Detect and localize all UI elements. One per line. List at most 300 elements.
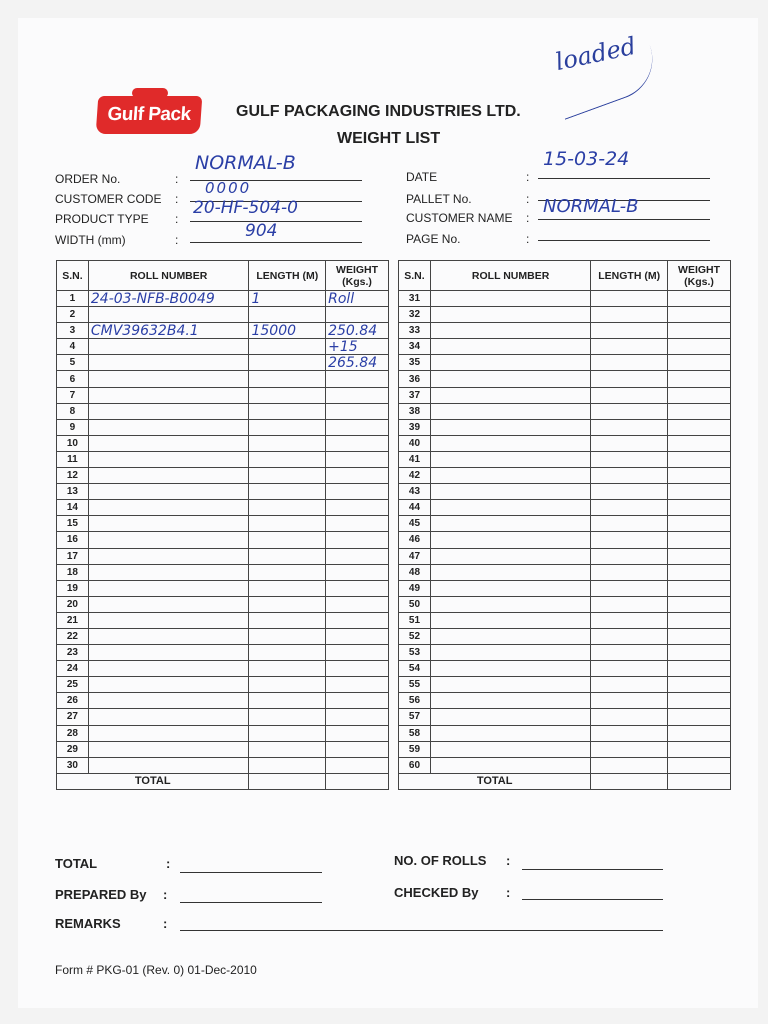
roll-number-cell[interactable] (88, 484, 249, 500)
weight-cell[interactable] (326, 435, 389, 451)
sn-cell: 22 (57, 628, 89, 644)
weight-cell[interactable] (668, 757, 731, 773)
roll-number-cell[interactable] (430, 500, 590, 516)
roll-number-cell[interactable] (430, 757, 590, 773)
table-row (57, 291, 389, 307)
length-cell[interactable] (591, 661, 668, 677)
roll-number-cell[interactable] (88, 516, 249, 532)
customer-name-label: CUSTOMER NAME (406, 211, 513, 225)
length-cell[interactable]: 15000 (249, 323, 326, 339)
sn-cell: 5 (57, 355, 89, 371)
roll-number-cell[interactable] (430, 371, 590, 387)
length-cell[interactable] (249, 628, 326, 644)
table-row (399, 757, 731, 773)
weight-cell[interactable] (668, 645, 731, 661)
roll-number-cell[interactable] (88, 307, 249, 323)
roll-number-cell[interactable] (88, 532, 249, 548)
customer-code-value[interactable]: 0000 (205, 179, 252, 197)
weight-cell[interactable]: 265.84 (326, 355, 389, 371)
roll-number-cell[interactable] (88, 693, 249, 709)
length-cell[interactable] (591, 612, 668, 628)
length-cell[interactable] (591, 725, 668, 741)
weight-cell[interactable] (668, 725, 731, 741)
sn-cell: 46 (399, 532, 431, 548)
length-cell[interactable] (249, 661, 326, 677)
sn-cell: 9 (57, 419, 89, 435)
weight-cell[interactable] (326, 419, 389, 435)
weight-cell[interactable] (668, 709, 731, 725)
sn-cell: 13 (57, 484, 89, 500)
roll-number-cell[interactable] (430, 484, 590, 500)
roll-number-cell[interactable] (430, 677, 590, 693)
weight-cell[interactable] (668, 532, 731, 548)
length-cell[interactable] (249, 757, 326, 773)
weight-cell[interactable] (668, 580, 731, 596)
sn-cell: 40 (399, 435, 431, 451)
roll-number-cell[interactable] (430, 323, 590, 339)
table-row (57, 387, 389, 403)
weight-cell[interactable] (326, 709, 389, 725)
roll-number-cell[interactable] (430, 548, 590, 564)
weight-cell[interactable] (668, 291, 731, 307)
date-value[interactable]: 15-03-24 (543, 148, 630, 170)
sn-cell: 51 (399, 612, 431, 628)
weight-cell[interactable] (326, 580, 389, 596)
table-row (57, 564, 389, 580)
roll-number-cell[interactable] (430, 419, 590, 435)
table-row (57, 677, 389, 693)
sn-cell: 25 (57, 677, 89, 693)
roll-number-cell[interactable] (88, 612, 249, 628)
roll-number-cell[interactable] (88, 468, 249, 484)
roll-number-cell[interactable] (430, 387, 590, 403)
roll-number-cell[interactable] (88, 500, 249, 516)
length-cell[interactable] (249, 532, 326, 548)
length-cell[interactable] (591, 451, 668, 467)
length-cell[interactable] (591, 291, 668, 307)
weight-cell[interactable] (668, 387, 731, 403)
roll-number-cell[interactable] (430, 451, 590, 467)
length-cell[interactable] (591, 500, 668, 516)
length-cell[interactable] (591, 468, 668, 484)
table-row (57, 757, 389, 773)
weight-table-right (398, 260, 731, 790)
weight-cell[interactable] (668, 323, 731, 339)
table-row (399, 468, 731, 484)
roll-number-cell[interactable] (88, 725, 249, 741)
roll-number-cell[interactable] (88, 371, 249, 387)
length-cell[interactable] (249, 612, 326, 628)
order-no-value[interactable]: NORMAL-B (195, 152, 296, 174)
width-label: WIDTH (mm) (55, 233, 126, 247)
weight-cell[interactable] (668, 500, 731, 516)
sn-cell: 58 (399, 725, 431, 741)
weight-cell[interactable]: 250.84 (326, 323, 389, 339)
sn-cell: 14 (57, 500, 89, 516)
length-cell[interactable] (591, 693, 668, 709)
sn-cell: 45 (399, 516, 431, 532)
length-cell[interactable] (249, 564, 326, 580)
weight-cell[interactable] (326, 451, 389, 467)
sn-cell: 1 (57, 291, 89, 307)
weight-cell[interactable]: Roll (326, 291, 389, 307)
table-row (57, 323, 389, 339)
length-cell[interactable] (591, 628, 668, 644)
sn-cell: 17 (57, 548, 89, 564)
table-row (399, 419, 731, 435)
roll-number-cell[interactable] (88, 645, 249, 661)
length-cell[interactable] (249, 580, 326, 596)
roll-number-cell[interactable] (88, 435, 249, 451)
sn-cell: 8 (57, 403, 89, 419)
length-cell[interactable] (249, 451, 326, 467)
length-cell[interactable] (249, 693, 326, 709)
width-value[interactable]: 904 (245, 221, 278, 241)
length-cell[interactable] (249, 548, 326, 564)
roll-number-header: ROLL NUMBER (88, 261, 249, 291)
roll-number-cell[interactable] (430, 468, 590, 484)
table-row (399, 484, 731, 500)
length-cell[interactable] (591, 387, 668, 403)
length-cell[interactable] (249, 709, 326, 725)
total-length-cell[interactable] (591, 773, 668, 789)
roll-number-cell[interactable] (88, 628, 249, 644)
weight-cell[interactable] (326, 612, 389, 628)
roll-number-cell[interactable] (88, 661, 249, 677)
length-cell[interactable] (249, 677, 326, 693)
roll-number-header: ROLL NUMBER (430, 261, 590, 291)
weight-cell[interactable] (668, 468, 731, 484)
table-row (57, 468, 389, 484)
loaded-annotation: loaded (552, 31, 639, 77)
roll-number-cell[interactable] (88, 741, 249, 757)
total-label: TOTAL (55, 856, 98, 871)
length-cell[interactable] (591, 709, 668, 725)
weight-cell[interactable] (668, 307, 731, 323)
weight-cell[interactable] (668, 419, 731, 435)
roll-number-cell[interactable] (430, 516, 590, 532)
sn-cell: 34 (399, 339, 431, 355)
roll-number-cell[interactable] (430, 403, 590, 419)
length-cell[interactable] (249, 371, 326, 387)
sn-cell: 43 (399, 484, 431, 500)
weight-cell[interactable] (668, 693, 731, 709)
sn-cell: 28 (57, 725, 89, 741)
roll-number-cell[interactable] (88, 403, 249, 419)
weight-cell[interactable] (326, 677, 389, 693)
length-cell[interactable] (591, 516, 668, 532)
weight-cell[interactable] (326, 387, 389, 403)
weight-cell[interactable] (326, 645, 389, 661)
checked-by-field[interactable] (522, 899, 663, 900)
sn-cell: 16 (57, 532, 89, 548)
roll-number-cell[interactable] (88, 451, 249, 467)
roll-number-cell[interactable] (430, 564, 590, 580)
sn-cell: 39 (399, 419, 431, 435)
length-cell[interactable] (591, 677, 668, 693)
table-row (57, 596, 389, 612)
length-cell[interactable] (249, 403, 326, 419)
weight-cell[interactable] (326, 371, 389, 387)
sn-cell: 44 (399, 500, 431, 516)
table-row (57, 548, 389, 564)
weight-cell[interactable] (668, 661, 731, 677)
table-row (399, 580, 731, 596)
weight-cell[interactable] (326, 564, 389, 580)
sn-cell: 31 (399, 291, 431, 307)
table-row (57, 419, 389, 435)
weight-cell[interactable] (326, 307, 389, 323)
length-cell[interactable] (249, 355, 326, 371)
length-cell[interactable] (249, 741, 326, 757)
weight-cell[interactable] (668, 403, 731, 419)
company-name: GULF PACKAGING INDUSTRIES LTD. (236, 103, 521, 120)
weight-cell[interactable] (668, 371, 731, 387)
remarks-field[interactable] (180, 930, 663, 931)
table-row (399, 339, 731, 355)
length-cell[interactable] (249, 339, 326, 355)
weight-cell[interactable] (668, 628, 731, 644)
roll-number-cell[interactable] (430, 693, 590, 709)
weight-cell[interactable] (326, 693, 389, 709)
roll-number-cell[interactable] (430, 435, 590, 451)
table-row (57, 741, 389, 757)
weight-cell[interactable] (326, 532, 389, 548)
table-row (399, 596, 731, 612)
roll-number-cell[interactable] (88, 757, 249, 773)
sn-cell: 26 (57, 693, 89, 709)
total-weight-cell[interactable] (668, 773, 731, 789)
roll-number-cell[interactable] (430, 532, 590, 548)
table-row (399, 564, 731, 580)
weight-cell[interactable] (668, 355, 731, 371)
length-cell[interactable] (591, 307, 668, 323)
weight-header: WEIGHT (Kgs.) (668, 261, 731, 291)
roll-number-cell[interactable] (88, 564, 249, 580)
weight-cell[interactable] (326, 500, 389, 516)
weight-cell[interactable] (326, 661, 389, 677)
length-cell[interactable] (591, 741, 668, 757)
table-row (57, 435, 389, 451)
weight-cell[interactable] (326, 725, 389, 741)
weight-cell[interactable] (668, 516, 731, 532)
roll-number-cell[interactable] (88, 677, 249, 693)
table-row (57, 516, 389, 532)
length-cell[interactable] (249, 596, 326, 612)
weight-cell[interactable] (326, 484, 389, 500)
length-cell[interactable] (591, 484, 668, 500)
weight-cell[interactable] (668, 435, 731, 451)
length-cell[interactable] (249, 419, 326, 435)
length-cell[interactable] (249, 387, 326, 403)
length-cell[interactable] (591, 403, 668, 419)
table-row (399, 371, 731, 387)
roll-number-cell[interactable] (88, 596, 249, 612)
roll-number-cell[interactable] (430, 355, 590, 371)
table-row (57, 693, 389, 709)
roll-number-cell[interactable] (430, 291, 590, 307)
table-row (399, 403, 731, 419)
length-cell[interactable] (249, 645, 326, 661)
weight-cell[interactable] (326, 757, 389, 773)
roll-number-cell[interactable] (88, 339, 249, 355)
sn-cell: 48 (399, 564, 431, 580)
roll-number-cell[interactable] (430, 339, 590, 355)
length-cell[interactable] (591, 548, 668, 564)
length-cell[interactable] (249, 468, 326, 484)
length-cell[interactable] (249, 725, 326, 741)
length-cell[interactable] (591, 435, 668, 451)
length-cell[interactable] (591, 532, 668, 548)
roll-number-cell[interactable] (430, 307, 590, 323)
roll-number-cell[interactable] (430, 645, 590, 661)
sn-cell: 10 (57, 435, 89, 451)
weight-cell[interactable] (668, 677, 731, 693)
weight-cell[interactable] (326, 628, 389, 644)
roll-number-cell[interactable] (430, 628, 590, 644)
order-no-label: ORDER No. (55, 172, 121, 186)
table-row (399, 451, 731, 467)
weight-cell[interactable] (326, 548, 389, 564)
weight-cell[interactable] (326, 468, 389, 484)
table-total-label: TOTAL (57, 773, 249, 789)
table-row (57, 532, 389, 548)
sn-cell: 29 (57, 741, 89, 757)
sn-cell: 6 (57, 371, 89, 387)
checked-by-label: CHECKED By (394, 885, 479, 900)
sn-cell: 21 (57, 612, 89, 628)
table-row (57, 484, 389, 500)
sn-cell: 3 (57, 323, 89, 339)
table-row (399, 628, 731, 644)
total-row (399, 773, 731, 789)
length-cell[interactable]: 1 (249, 291, 326, 307)
table-row (399, 612, 731, 628)
sn-header: S.N. (57, 261, 89, 291)
total-field[interactable] (180, 872, 322, 873)
roll-number-cell[interactable] (88, 709, 249, 725)
sn-cell: 37 (399, 387, 431, 403)
pallet-no-label: PALLET No. (406, 192, 472, 206)
weight-cell[interactable] (668, 548, 731, 564)
table-row (57, 403, 389, 419)
remarks-label: REMARKS (55, 916, 121, 931)
total-length-cell[interactable] (249, 773, 326, 789)
length-cell[interactable] (591, 323, 668, 339)
roll-number-cell[interactable] (88, 387, 249, 403)
page-no-label: PAGE No. (406, 232, 461, 246)
weight-cell[interactable] (326, 741, 389, 757)
table-row (399, 548, 731, 564)
roll-number-cell[interactable] (430, 709, 590, 725)
sn-cell: 55 (399, 677, 431, 693)
weight-cell[interactable] (326, 596, 389, 612)
length-cell[interactable] (591, 580, 668, 596)
table-row (399, 677, 731, 693)
table-row (57, 725, 389, 741)
table-row (399, 693, 731, 709)
sn-cell: 32 (399, 307, 431, 323)
weight-cell[interactable] (668, 484, 731, 500)
weight-cell[interactable] (326, 516, 389, 532)
weight-cell[interactable] (668, 741, 731, 757)
table-row (399, 709, 731, 725)
form-title: WEIGHT LIST (337, 130, 441, 147)
weight-cell[interactable] (668, 451, 731, 467)
sn-cell: 12 (57, 468, 89, 484)
table-row (57, 645, 389, 661)
roll-number-cell[interactable] (88, 355, 249, 371)
length-cell[interactable] (591, 757, 668, 773)
length-cell[interactable] (249, 484, 326, 500)
table-row (399, 387, 731, 403)
length-cell[interactable] (591, 339, 668, 355)
length-cell[interactable] (591, 371, 668, 387)
table-row (57, 371, 389, 387)
weight-cell[interactable] (668, 564, 731, 580)
length-header: LENGTH (M) (249, 261, 326, 291)
weight-cell[interactable] (668, 612, 731, 628)
length-cell[interactable] (591, 419, 668, 435)
table-row (399, 725, 731, 741)
weight-cell[interactable] (668, 339, 731, 355)
sn-cell: 33 (399, 323, 431, 339)
customer-name-value[interactable]: NORMAL-B (543, 196, 639, 217)
table-row (399, 435, 731, 451)
length-cell[interactable] (591, 355, 668, 371)
sn-cell: 42 (399, 468, 431, 484)
form-number: Form # PKG-01 (Rev. 0) 01-Dec-2010 (55, 963, 257, 977)
sn-cell: 53 (399, 645, 431, 661)
length-cell[interactable] (249, 500, 326, 516)
roll-number-cell[interactable] (430, 741, 590, 757)
length-cell[interactable] (591, 645, 668, 661)
roll-number-cell[interactable]: CMV39632B4.1 (88, 323, 249, 339)
length-cell[interactable] (591, 596, 668, 612)
table-row (399, 323, 731, 339)
roll-number-cell[interactable] (88, 580, 249, 596)
roll-number-cell[interactable] (430, 580, 590, 596)
roll-number-cell[interactable] (88, 419, 249, 435)
length-cell[interactable] (249, 516, 326, 532)
weight-cell[interactable] (326, 403, 389, 419)
total-weight-cell[interactable] (326, 773, 389, 789)
table-row (57, 628, 389, 644)
table-total-label: TOTAL (399, 773, 591, 789)
weight-cell[interactable]: +15 (326, 339, 389, 355)
roll-number-cell[interactable] (430, 661, 590, 677)
product-type-label: PRODUCT TYPE (55, 212, 149, 226)
table-row (57, 355, 389, 371)
roll-number-cell[interactable]: 24-03-NFB-B0049 (88, 291, 249, 307)
roll-number-cell[interactable] (430, 725, 590, 741)
length-cell[interactable] (249, 435, 326, 451)
product-type-value[interactable]: 20-HF-504-0 (193, 198, 298, 218)
length-cell[interactable] (591, 564, 668, 580)
table-row (399, 307, 731, 323)
prepared-by-field[interactable] (180, 902, 322, 903)
sn-cell: 59 (399, 741, 431, 757)
roll-number-cell[interactable] (430, 612, 590, 628)
table-row (57, 500, 389, 516)
length-cell[interactable] (249, 307, 326, 323)
table-row (399, 516, 731, 532)
sn-cell: 23 (57, 645, 89, 661)
roll-number-cell[interactable] (88, 548, 249, 564)
no-of-rolls-field[interactable] (522, 869, 663, 870)
roll-number-cell[interactable] (430, 596, 590, 612)
weight-cell[interactable] (668, 596, 731, 612)
